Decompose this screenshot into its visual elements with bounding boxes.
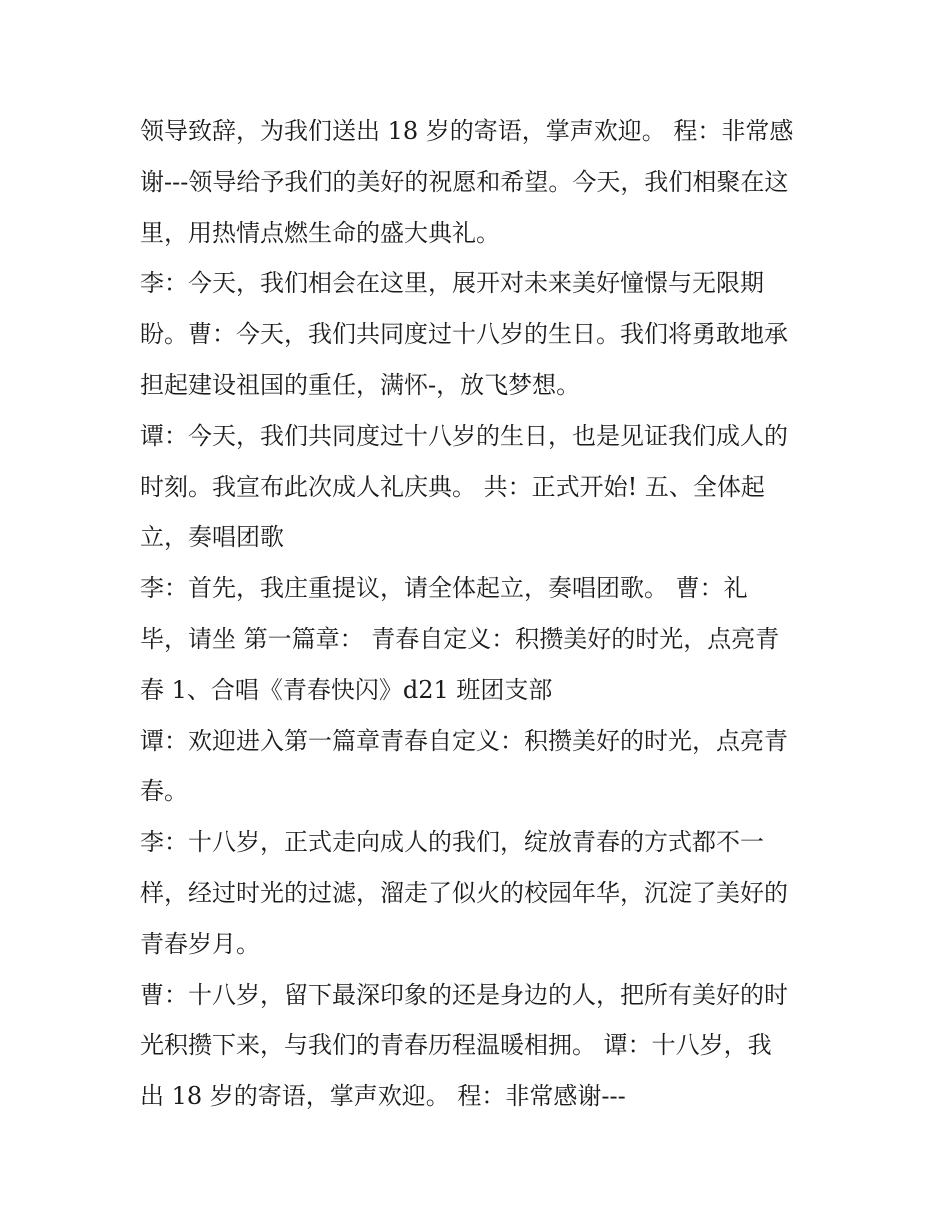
text-line: 李：今天，我们相会在这里，展开对未来美好憧憬与无限期 [140,269,764,298]
text-line: 李：十八岁，正式走向成人的我们，绽放青春的方式都不一 [140,828,764,857]
text-line: 曹：十八岁，留下最深印象的还是身边的人，把所有美好的时 [140,980,788,1009]
text-line: 立，奏唱团歌 [140,523,284,552]
text-line: 青春岁月。 [140,929,260,958]
text-line: 毕，请坐 第一篇章： 青春自定义：积攒美好的时光，点亮青 [140,624,780,653]
text-line: 样，经过时光的过滤，溜走了似火的校园年华，沉淀了美好的 [140,878,788,907]
text-line: 出 18 岁的寄语，掌声欢迎。 程：非常感谢--- [140,1082,626,1111]
text-line: 春 1、合唱《青春快闪》d21 班团支部 [140,675,553,704]
document-body [140,106,820,1122]
text-line: 时刻。我宣布此次成人礼庆典。 共：正式开始! 五、全体起 [140,472,765,501]
text-line: 光积攒下来，与我们的青春历程温暖相拥。 谭：十八岁，我 [140,1031,772,1060]
text-line: 担起建设祖国的重任，满怀-，放飞梦想。 [140,370,581,399]
text-line: 谢---领导给予我们的美好的祝愿和希望。今天，我们相聚在这 [140,167,789,196]
text-line: 盼。曹：今天，我们共同度过十八岁的生日。我们将勇敢地承 [140,320,788,349]
text-line: 谭：今天，我们共同度过十八岁的生日，也是见证我们成人的 [140,421,788,450]
text-line: 谭：欢迎进入第一篇章青春自定义：积攒美好的时光，点亮青 [140,726,788,755]
text-line: 李：首先，我庄重提议，请全体起立，奏唱团歌。 曹：礼 [140,574,748,603]
text-line: 春。 [140,777,188,806]
text-line: 里，用热情点燃生命的盛大典礼。 [140,218,500,247]
text-line: 领导致辞，为我们送出 18 岁的寄语，掌声欢迎。 程：非常感 [140,117,794,145]
